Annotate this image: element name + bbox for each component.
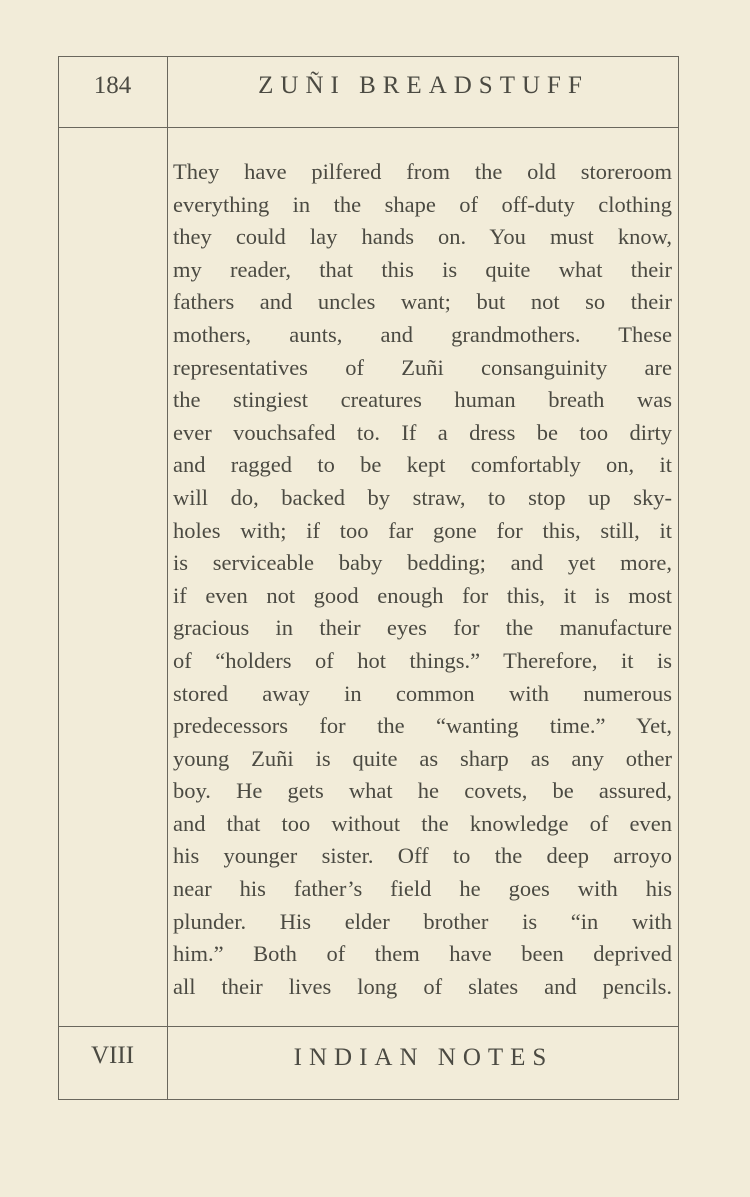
footer-divider: [58, 1026, 679, 1027]
header-divider: [58, 127, 679, 128]
text-line: holes with; if too far gone for this, still, it: [173, 517, 672, 543]
text-line: plunder. His elder brother is “in with: [173, 908, 672, 934]
text-line: everything in the shape of off-duty clothing: [173, 191, 672, 217]
text-line: will do, backed by straw, to stop up sky-: [173, 484, 672, 510]
text-line: of “holders of hot things.” Therefore, it is: [173, 647, 672, 673]
text-line: the stingiest creatures human breath was: [173, 387, 672, 413]
text-line: and ragged to be kept comfortably on, it: [173, 452, 672, 478]
text-line: they could lay hands on. You must know,: [173, 224, 672, 250]
text-line: stored away in common with numerous: [173, 680, 672, 706]
text-line: all their lives long of slates and pencils.: [173, 973, 672, 999]
page-number: 184: [93, 72, 132, 99]
text-line: gracious in their eyes for the manufacture: [173, 615, 672, 641]
running-title: ZUÑI BREADSTUFF: [258, 72, 589, 99]
text-line: They have pilfered from the old storeroom: [173, 159, 672, 184]
text-line: if even not good enough for this, it is most: [173, 582, 672, 608]
text-line: representatives of Zuñi consanguinity are: [173, 354, 672, 380]
text-line: fathers and uncles want; but not so their: [173, 289, 672, 315]
text-line: near his father’s field he goes with his: [173, 876, 672, 902]
footer-title: INDIAN NOTES: [293, 1044, 554, 1071]
body-text: [173, 156, 672, 1003]
text-line: his younger sister. Off to the deep arroyo: [173, 843, 672, 869]
text-line: young Zuñi is quite as sharp as any other: [173, 745, 672, 771]
text-line: him.” Both of them have been deprived: [173, 941, 672, 967]
text-line: boy. He gets what he covets, be assured,: [173, 778, 672, 804]
text-line: ever vouchsafed to. If a dress be too dirty: [173, 419, 672, 445]
text-line: and that too without the knowledge of even: [173, 810, 672, 836]
text-line: my reader, that this is quite what their: [173, 256, 672, 282]
text-line: is serviceable baby bedding; and yet more,: [173, 550, 672, 576]
text-line: mothers, aunts, and grandmothers. These: [173, 321, 672, 347]
text-line: predecessors for the “wanting time.” Yet,: [173, 713, 672, 739]
footer-section: VIII: [90, 1042, 135, 1069]
margin-divider: [167, 56, 168, 1100]
